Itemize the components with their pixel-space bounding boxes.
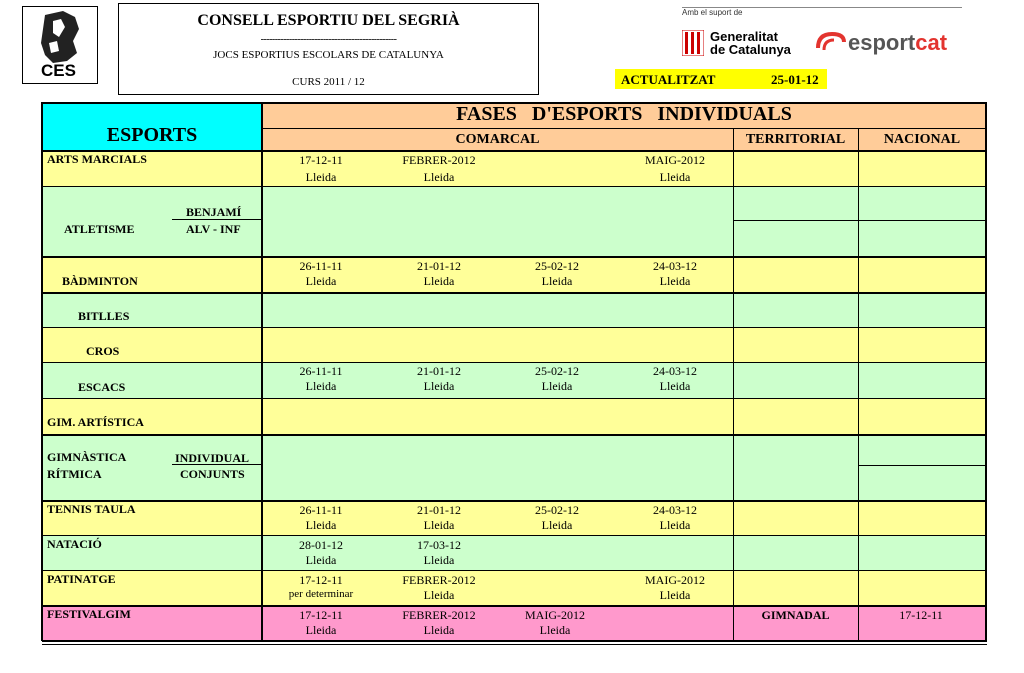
date-4: 24-03-12 <box>653 503 697 517</box>
sport-name: NATACIÓ <box>47 537 102 551</box>
updated-date: 25-01-12 <box>771 72 819 87</box>
date-3: 25-02-12 <box>535 259 579 273</box>
place-2: Lleida <box>423 274 455 288</box>
territorial-header: TERRITORIAL <box>745 132 846 147</box>
sport-name: ARTS MARCIALS <box>47 152 147 166</box>
place-3: Lleida <box>541 518 573 532</box>
logo-text: CES <box>41 61 76 80</box>
place-1: Lleida <box>305 553 337 567</box>
place-2: Lleida <box>423 170 455 184</box>
place-4: Lleida <box>659 588 691 602</box>
place-2: Lleida <box>423 518 455 532</box>
row-cros-bg <box>42 327 986 362</box>
date-3: 25-02-12 <box>535 503 579 517</box>
place-4: Lleida <box>659 274 691 288</box>
updated-banner <box>615 69 827 89</box>
place-1: Lleida <box>305 379 337 393</box>
subtitle: JOCS ESPORTIUS ESCOLARS DE CATALUNYA <box>213 49 444 61</box>
date-4: 24-03-12 <box>653 259 697 273</box>
place-3: Lleida <box>539 623 571 637</box>
place-1: Lleida <box>305 518 337 532</box>
sub-category: ALV - INF <box>186 222 241 236</box>
date-2: 21-01-12 <box>417 503 461 517</box>
nacional-value: 17-12-11 <box>899 608 943 622</box>
row-bitlles-bg <box>42 292 986 327</box>
page-title: CONSELL ESPORTIU DEL SEGRIÀ <box>197 12 460 29</box>
sports-header: ESPORTS <box>106 124 198 146</box>
place-2: Lleida <box>423 588 455 602</box>
date-1: 17-12-11 <box>299 153 343 167</box>
sport-name-gim: GIM. ARTÍSTICA <box>47 415 144 429</box>
place-4: Lleida <box>659 379 691 393</box>
sport-name: RÍTMICA <box>47 467 102 481</box>
senyera-icon <box>682 30 704 56</box>
date-1: 26-11-11 <box>299 503 343 517</box>
date-1: 17-12-11 <box>299 573 343 587</box>
place-1: per determinar <box>288 588 354 600</box>
date-2: 17-03-12 <box>417 538 461 552</box>
esportcat-text-a: esport <box>848 30 916 55</box>
place-1: Lleida <box>305 170 337 184</box>
sub-category: CONJUNTS <box>180 467 245 481</box>
date-1: 26-11-11 <box>299 364 343 378</box>
phases-title: FASES D'ESPORTS INDIVIDUALS <box>456 103 792 125</box>
date-2: FEBRER-2012 <box>402 153 476 167</box>
title-box <box>118 3 539 95</box>
date-4: 24-03-12 <box>653 364 697 378</box>
date-3: 25-02-12 <box>535 364 579 378</box>
sub-category: INDIVIDUAL <box>175 451 250 465</box>
sport-name: TENNIS TAULA <box>47 502 136 516</box>
sport-name: PATINATGE <box>47 572 116 586</box>
row-natacio-bg <box>42 535 986 570</box>
comarcal-header: COMARCAL <box>455 132 540 147</box>
sport-name: ESCACS <box>78 380 126 394</box>
sport-name: BÀDMINTON <box>62 274 138 288</box>
sport-name: FESTIVALGIM <box>47 607 131 621</box>
date-1: 17-12-11 <box>299 608 343 622</box>
nacional-header: NACIONAL <box>883 132 961 147</box>
sport-name: ATLETISME <box>64 222 135 236</box>
row-patinatge-bg <box>42 570 986 605</box>
title-separator: ------------------------------------------------ <box>260 34 397 45</box>
date-1: 28-01-12 <box>299 538 343 552</box>
updated-label: ACTUALITZAT <box>621 72 716 87</box>
place-3: Lleida <box>541 379 573 393</box>
date-2: FEBRER-2012 <box>402 608 476 622</box>
ces-logo <box>22 6 98 84</box>
place-2: Lleida <box>423 623 455 637</box>
date-4: MAIG-2012 <box>645 573 705 587</box>
sport-name: GIMNÀSTICA <box>47 450 127 464</box>
generalitat-logo <box>682 29 791 61</box>
place-4: Lleida <box>659 170 691 184</box>
sub-category: BENJAMÍ <box>186 205 242 219</box>
generalitat-line2: de Catalunya <box>710 42 791 57</box>
date-2: FEBRER-2012 <box>402 573 476 587</box>
date-3: MAIG-2012 <box>525 608 585 622</box>
date-2: 21-01-12 <box>417 259 461 273</box>
place-4: Lleida <box>659 518 691 532</box>
sport-name-bitlles: BITLLES <box>78 309 130 323</box>
sport-name-cros: CROS <box>86 344 120 358</box>
place-2: Lleida <box>423 553 455 567</box>
row-atletisme-bg <box>42 186 986 256</box>
season: CURS 2011 / 12 <box>292 76 365 88</box>
esportcat-swoosh-icon <box>814 30 848 56</box>
support-label: Amb el suport de <box>682 8 743 17</box>
row-gim-bg <box>42 398 986 434</box>
row-arts-bg <box>42 150 986 186</box>
date-1: 26-11-11 <box>299 259 343 273</box>
generalitat-line1: Generalitat <box>710 29 778 44</box>
esportcat-text-b: cat <box>915 30 948 55</box>
territorial-value: GIMNADAL <box>761 608 830 622</box>
place-1: Lleida <box>305 274 337 288</box>
esportcat-logo <box>814 30 947 56</box>
place-2: Lleida <box>423 379 455 393</box>
date-4: MAIG-2012 <box>645 153 705 167</box>
date-2: 21-01-12 <box>417 364 461 378</box>
place-3: Lleida <box>541 274 573 288</box>
place-1: Lleida <box>305 623 337 637</box>
